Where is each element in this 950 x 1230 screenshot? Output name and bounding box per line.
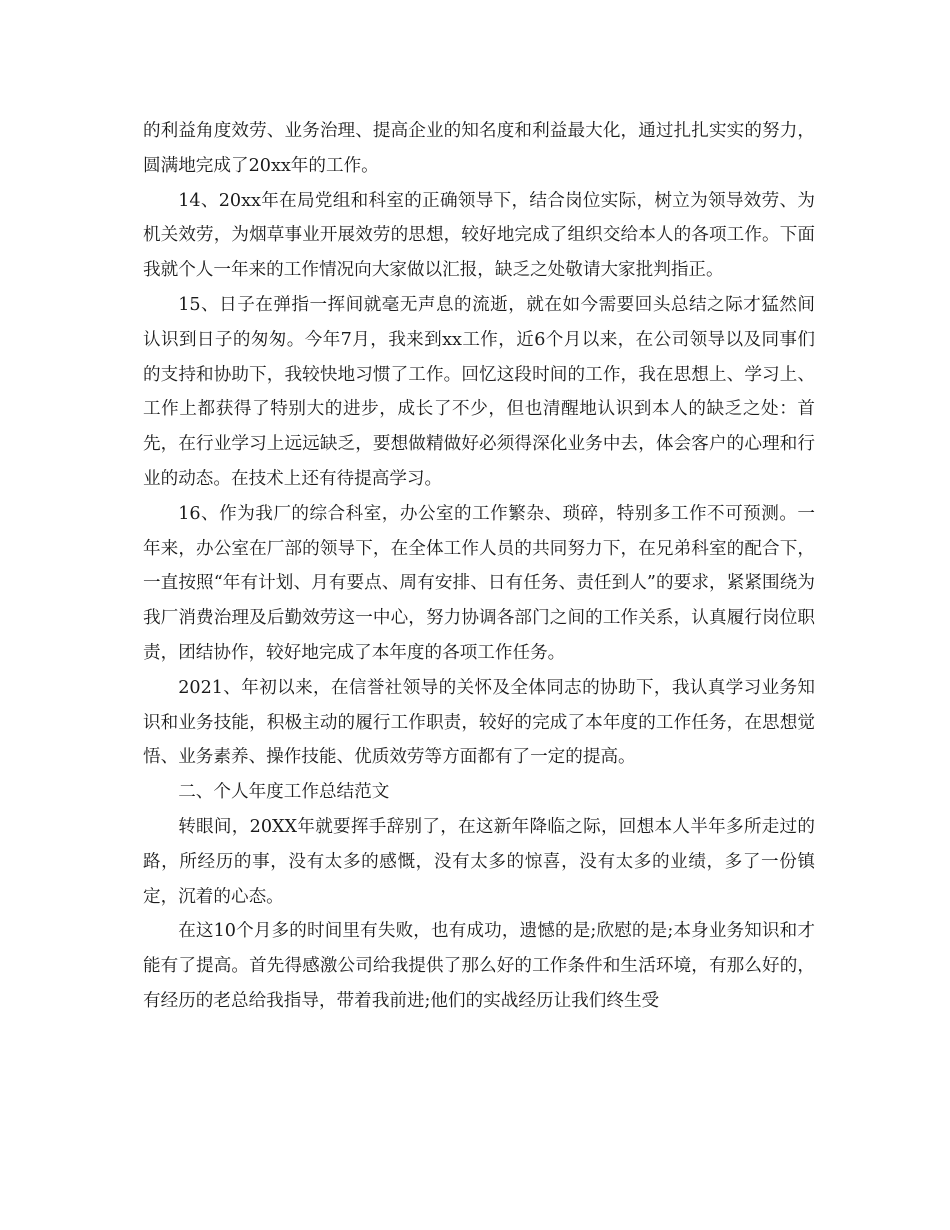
paragraph-ten-months: 在这10个月多的时间里有失败，也有成功，遗憾的是;欣慰的是;本身业务知识和才能有了提高。首先得感激公司给我提供了那么好的工作条件和生活环境，有那么好的，有经历的老总给我指导，带着我前进;他们的实战经历让我们终生受 <box>143 921 815 1011</box>
paragraph-14: 14、20xx年在局党组和科室的正确领导下，结合岗位实际，树立为领导效劳、为机关效劳，为烟草事业开展效劳的思想，较好地完成了组织交给本人的各项工作。下面我就个人一年来的工作情况向大家做以汇报，缺乏之处敬请大家批判指正。 <box>143 190 815 281</box>
paragraph-15: 15、日子在弹指一挥间就毫无声息的流逝，就在如今需要回头总结之际才猛然间认识到日子的匆匆。今年7月，我来到xx工作，近6个月以来，在公司领导以及同事们的支持和协助下，我较快地习惯了工作。回忆这段时间的工作，我在思想上、学习上、工作上都获得了特别大的进步，成长了不少，但也清醒地认识到本人的缺乏之处：首先，在行业学习上远远缺乏，要想做精做好必须得深化业务中去，体会客户的心理和行业的动态。在技术上还有待提高学习。 <box>143 294 815 489</box>
paragraph-2021: 2021、年初以来，在信誉社领导的关怀及全体同志的协助下，我认真学习业务知识和业务技能，积极主动的履行工作职责，较好的完成了本年度的工作任务，在思想觉悟、业务素养、操作技能、优质效劳等方面都有了一定的提高。 <box>143 677 815 768</box>
paragraph-continuation: 的利益角度效劳、业务治理、提高企业的知名度和利益最大化，通过扎扎实实的努力，圆满地完成了20xx年的工作。 <box>143 121 815 176</box>
paragraph-intro: 转眼间，20XX年就要挥手辞别了，在这新年降临之际，回想本人半年多所走过的路，所经历的事，没有太多的感慨，没有太多的惊喜，没有太多的业绩，多了一份镇定，沉着的心态。 <box>143 816 815 907</box>
body-text <box>143 114 815 1019</box>
paragraph-16: 16、作为我厂的综合科室，办公室的工作繁杂、琐碎，特别多工作不可预测。一年来，办公室在厂部的领导下，在全体工作人员的共同努力下，在兄弟科室的配合下，一直按照“年有计划、月有要点、周有安排、日有任务、责任到人”的要求，紧紧围绕为我厂消费治理及后勤效劳这一中心，努力协调各部门之间的工作关系，认真履行岗位职责，团结协作，较好地完成了本年度的各项工作任务。 <box>143 503 815 663</box>
section-heading: 二、个人年度工作总结范文 <box>178 782 390 803</box>
